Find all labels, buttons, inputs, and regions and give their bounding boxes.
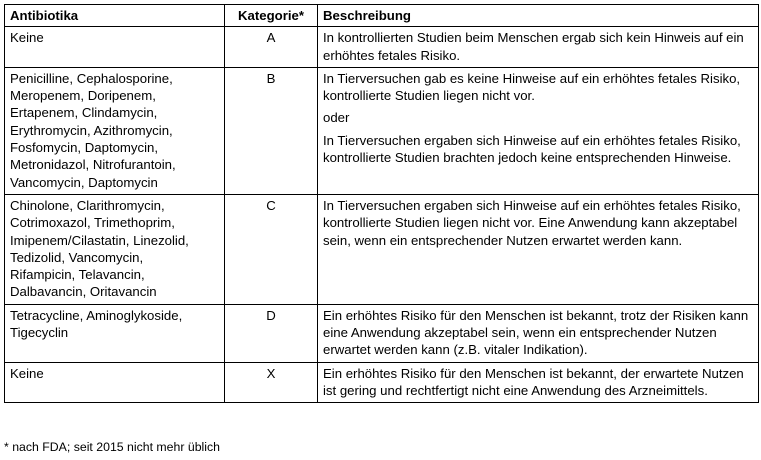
header-antibiotika: Antibiotika <box>5 5 225 27</box>
antibiotika-line: Dalbavancin, Oritavancin <box>10 284 157 300</box>
antibiotika-line: Tedizolid, Vancomycin, <box>10 249 144 265</box>
kategorie-cell: C <box>225 194 318 304</box>
antibiotika-cell <box>5 304 225 362</box>
antibiotika-line: Keine <box>10 30 44 46</box>
antibiotika-line: Tigecyclin <box>10 325 69 341</box>
header-kategorie: Kategorie* <box>225 5 318 27</box>
kategorie-cell: B <box>225 67 318 194</box>
antibiotika-line: Vancomycin, Daptomycin <box>10 174 158 190</box>
beschreibung-paragraph: Ein erhöhtes Risiko für den Menschen ist bekannt, trotz der Risiken kann eine Anwendung akzeptabel sein, wenn ein entsprechender Nutzen erwartet werden kann (z.B. vitaler Indikation). <box>323 307 749 358</box>
antibiotic-pregnancy-table <box>4 4 759 403</box>
table-row-category-d <box>5 304 759 362</box>
antibiotika-line: Chinolone, Clarithromycin, <box>10 197 165 213</box>
beschreibung-paragraph: In Tierversuchen ergaben sich Hinweise auf ein erhöhtes fetales Risiko, kontrollierte Studien liegen nicht vor. Eine Anwendung kann akzeptabel sein, wenn ein entsprechender Nutzen erwartet werden kann. <box>323 197 741 248</box>
antibiotic-pregnancy-table-container <box>4 4 758 403</box>
table-row-category-x <box>5 362 759 403</box>
kategorie-cell: D <box>225 304 318 362</box>
beschreibung-paragraph: In kontrollierten Studien beim Menschen ergab sich kein Hinweis auf ein erhöhtes fetales Risiko. <box>323 30 744 63</box>
beschreibung-paragraph: In Tierversuchen gab es keine Hinweise auf ein erhöhtes fetales Risiko, kontrollierte Studien liegen nicht vor. <box>323 70 741 104</box>
header-beschreibung: Beschreibung <box>318 5 759 27</box>
table-header-row <box>5 5 759 27</box>
antibiotika-line: Metronidazol, Nitrofurantoin, <box>10 157 176 173</box>
kategorie-cell: A <box>225 27 318 68</box>
table-row-category-c <box>5 194 759 304</box>
antibiotika-line: Tetracycline, Aminoglykoside, <box>10 307 183 323</box>
antibiotika-cell <box>5 67 225 194</box>
beschreibung-paragraph: Ein erhöhtes Risiko für den Menschen ist bekannt, der erwartete Nutzen ist gering und rechtfertigt nicht eine Anwendung des Arzneimittels. <box>323 365 744 398</box>
beschreibung-paragraph: In Tierversuchen ergaben sich Hinweise auf ein erhöhtes fetales Risiko, kontrollierte Studien brachten jedoch keine entsprechenden Hinweise. <box>323 132 741 166</box>
kategorie-cell: X <box>225 362 318 403</box>
antibiotika-cell <box>5 194 225 304</box>
antibiotika-line: Imipenem/Cilastatin, Linezolid, <box>10 232 189 248</box>
antibiotika-cell <box>5 27 225 68</box>
beschreibung-cell <box>318 362 759 403</box>
antibiotika-line: Erythromycin, Azithromycin, <box>10 122 173 138</box>
table-row-category-b <box>5 67 759 194</box>
antibiotika-line: Cotrimoxazol, Trimethoprim, <box>10 215 175 231</box>
antibiotika-line: Rifampicin, Telavancin, <box>10 267 145 283</box>
antibiotika-line: Fosfomycin, Daptomycin, <box>10 140 159 156</box>
beschreibung-cell <box>318 67 759 194</box>
table-row-category-a <box>5 27 759 68</box>
antibiotika-line: Meropenem, Doripenem, <box>10 88 156 104</box>
antibiotika-line: Penicilline, Cephalosporine, <box>10 70 173 86</box>
beschreibung-cell <box>318 194 759 304</box>
beschreibung-paragraph: oder <box>323 110 350 126</box>
antibiotika-cell <box>5 362 225 403</box>
table-footnote: * nach FDA; seit 2015 nicht mehr üblich <box>4 440 220 454</box>
antibiotika-line: Keine <box>10 365 44 381</box>
beschreibung-cell <box>318 27 759 68</box>
beschreibung-cell <box>318 304 759 362</box>
antibiotika-line: Ertapenem, Clindamycin, <box>10 105 158 121</box>
